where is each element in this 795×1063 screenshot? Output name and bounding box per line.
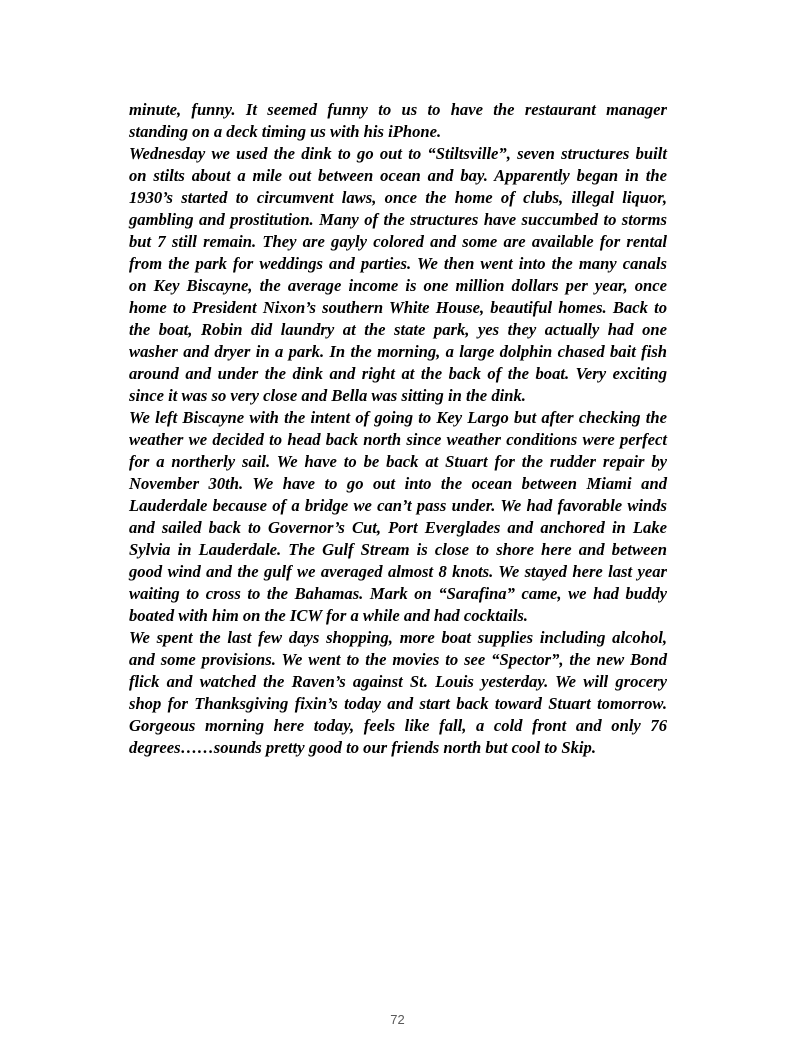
text-line: Wednesday we used the dink to go out to “Stiltsville”, seven structures built	[129, 144, 667, 163]
text-line: weather we decided to head back north since weather conditions were perfect	[129, 430, 667, 449]
text-line: We left Biscayne with the intent of going to Key Largo but after checking the	[129, 408, 667, 427]
text-line: degrees……sounds pretty good to our friends north but cool to Skip.	[129, 738, 596, 757]
paragraph	[129, 627, 667, 759]
text-line: We spent the last few days shopping, more boat supplies including alcohol,	[129, 628, 667, 647]
text-line: good wind and the gulf we averaged almost 8 knots. We stayed here last year	[129, 562, 667, 581]
text-line: and some provisions. We went to the movies to see “Spector”, the new Bond	[129, 650, 667, 669]
text-line: November 30th. We have to go out into the ocean between Miami and	[129, 474, 667, 493]
text-line: since it was so very close and Bella was sitting in the dink.	[129, 386, 526, 405]
text-line: washer and dryer in a park. In the morning, a large dolphin chased bait fish	[129, 342, 667, 361]
paragraph	[129, 99, 667, 143]
text-line: on Key Biscayne, the average income is one million dollars per year, once	[129, 276, 667, 295]
text-line: from the park for weddings and parties. We then went into the many canals	[129, 254, 667, 273]
text-line: around and under the dink and right at the back of the boat. Very exciting	[129, 364, 667, 383]
text-line: waiting to cross to the Bahamas. Mark on “Sarafina” came, we had buddy	[129, 584, 667, 603]
text-line: but 7 still remain. They are gayly colored and some are available for rental	[129, 232, 667, 251]
text-line: 1930’s started to circumvent laws, once the home of clubs, illegal liquor,	[129, 188, 667, 207]
page-text	[129, 99, 667, 759]
text-line: and sailed back to Governor’s Cut, Port Everglades and anchored in Lake	[129, 518, 667, 537]
text-line: on stilts about a mile out between ocean and bay. Apparently began in the	[129, 166, 667, 185]
text-line: standing on a deck timing us with his iPhone.	[129, 122, 442, 141]
text-line: boated with him on the ICW for a while and had cocktails.	[129, 606, 528, 625]
paragraph	[129, 407, 667, 627]
text-line: shop for Thanksgiving fixin’s today and start back toward Stuart tomorrow.	[129, 694, 667, 713]
text-line: the boat, Robin did laundry at the state park, yes they actually had one	[129, 320, 667, 339]
text-line: Sylvia in Lauderdale. The Gulf Stream is close to shore here and between	[129, 540, 667, 559]
text-line: Lauderdale because of a bridge we can’t pass under. We had favorable winds	[129, 496, 667, 515]
text-line: minute, funny. It seemed funny to us to have the restaurant manager	[129, 100, 667, 119]
page-number: 72	[390, 1012, 405, 1027]
text-line: flick and watched the Raven’s against St. Louis yesterday. We will grocery	[129, 672, 667, 691]
text-line: Gorgeous morning here today, feels like fall, a cold front and only 76	[129, 716, 667, 735]
text-line: home to President Nixon’s southern White House, beautiful homes. Back to	[129, 298, 667, 317]
text-line: for a northerly sail. We have to be back at Stuart for the rudder repair by	[129, 452, 667, 471]
paragraph	[129, 143, 667, 407]
text-line: gambling and prostitution. Many of the structures have succumbed to storms	[129, 210, 667, 229]
